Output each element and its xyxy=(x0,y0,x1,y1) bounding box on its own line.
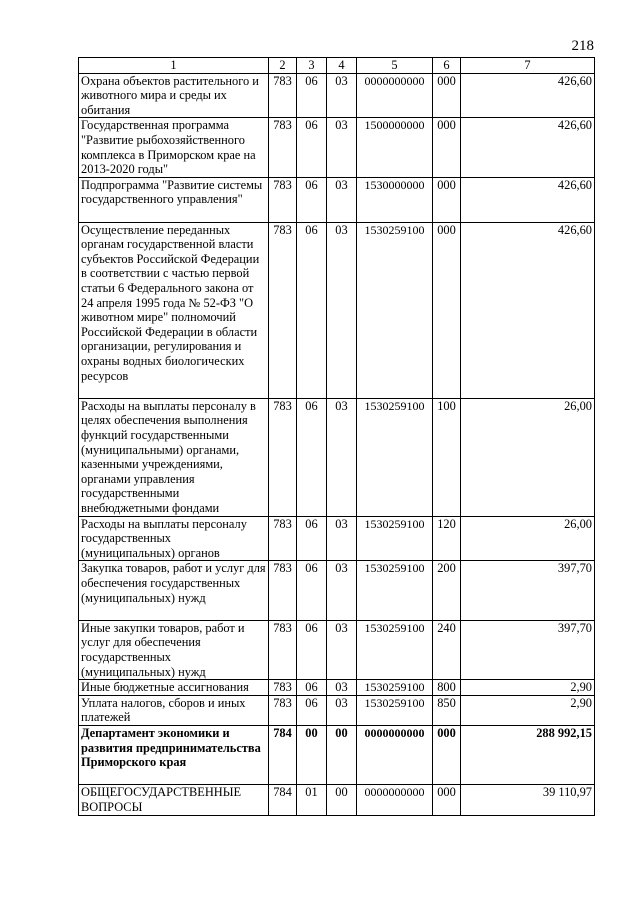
row-subsection-cell: 00 xyxy=(327,785,357,815)
table-row xyxy=(79,177,595,222)
row-amount-cell: 288 992,15 xyxy=(461,725,595,784)
row-expense-type-cell: 100 xyxy=(433,398,461,516)
row-amount-cell: 397,70 xyxy=(461,620,595,679)
table-row xyxy=(79,222,595,398)
row-section-cell: 00 xyxy=(297,725,327,784)
table-row xyxy=(79,695,595,725)
row-section-cell: 01 xyxy=(297,785,327,815)
table-row xyxy=(79,785,595,815)
table-header-row xyxy=(79,58,595,74)
row-name-cell: Осуществление переданных органам государственной власти субъектов Российской Федерации в соответствии с частью первой статьи 6 Федерального закона от 24 апреля 1995 года № 52-ФЗ "О животном мире" полномочий Российской Федерации в области организации, регулирования и охраны водных биологических ресурсов xyxy=(79,222,269,398)
row-section-cell: 06 xyxy=(297,561,327,620)
row-name-cell: Иные закупки товаров, работ и услуг для обеспечения государственных (муниципальных) нужд xyxy=(79,620,269,679)
row-expense-type-cell: 000 xyxy=(433,118,461,177)
header-col-2: 2 xyxy=(269,58,297,74)
row-amount-cell: 2,90 xyxy=(461,680,595,696)
row-subsection-cell: 03 xyxy=(327,118,357,177)
row-section-cell: 06 xyxy=(297,680,327,696)
row-target-article-cell: 0000000000 xyxy=(357,73,433,118)
row-amount-cell: 426,60 xyxy=(461,118,595,177)
row-admin-code-cell: 783 xyxy=(269,516,297,561)
row-amount-cell: 26,00 xyxy=(461,516,595,561)
row-subsection-cell: 03 xyxy=(327,222,357,398)
row-subsection-cell: 03 xyxy=(327,516,357,561)
row-target-article-cell: 1500000000 xyxy=(357,118,433,177)
row-name-cell: Департамент экономики и развития предпринимательства Приморского края xyxy=(79,725,269,784)
row-expense-type-cell: 000 xyxy=(433,725,461,784)
row-expense-type-cell: 120 xyxy=(433,516,461,561)
row-amount-cell: 426,60 xyxy=(461,73,595,118)
row-expense-type-cell: 200 xyxy=(433,561,461,620)
row-target-article-cell: 1530259100 xyxy=(357,680,433,696)
row-subsection-cell: 03 xyxy=(327,695,357,725)
row-target-article-cell: 1530259100 xyxy=(357,561,433,620)
budget-table xyxy=(78,57,595,816)
row-target-article-cell: 1530259100 xyxy=(357,516,433,561)
row-name-cell: Закупка товаров, работ и услуг для обеспечения государственных (муниципальных) нужд xyxy=(79,561,269,620)
row-admin-code-cell: 783 xyxy=(269,118,297,177)
table-row xyxy=(79,516,595,561)
row-amount-cell: 397,70 xyxy=(461,561,595,620)
row-expense-type-cell: 000 xyxy=(433,222,461,398)
row-name-cell: ОБЩЕГОСУДАРСТВЕННЫЕ ВОПРОСЫ xyxy=(79,785,269,815)
row-name-cell: Уплата налогов, сборов и иных платежей xyxy=(79,695,269,725)
row-amount-cell: 39 110,97 xyxy=(461,785,595,815)
row-admin-code-cell: 783 xyxy=(269,398,297,516)
row-target-article-cell: 1530259100 xyxy=(357,222,433,398)
row-expense-type-cell: 000 xyxy=(433,177,461,222)
table-row xyxy=(79,73,595,118)
row-section-cell: 06 xyxy=(297,398,327,516)
table-row xyxy=(79,680,595,696)
row-name-cell: Иные бюджетные ассигнования xyxy=(79,680,269,696)
row-expense-type-cell: 850 xyxy=(433,695,461,725)
row-amount-cell: 26,00 xyxy=(461,398,595,516)
row-name-cell: Расходы на выплаты персоналу в целях обеспечения выполнения функций государственными (муниципальными) органами, казенными учреждениями, органами управления государственными внебюджетными фондами xyxy=(79,398,269,516)
table-row xyxy=(79,620,595,679)
row-section-cell: 06 xyxy=(297,118,327,177)
row-admin-code-cell: 784 xyxy=(269,785,297,815)
row-admin-code-cell: 783 xyxy=(269,222,297,398)
header-col-6: 6 xyxy=(433,58,461,74)
row-target-article-cell: 1530259100 xyxy=(357,695,433,725)
row-admin-code-cell: 783 xyxy=(269,177,297,222)
header-col-1: 1 xyxy=(79,58,269,74)
row-expense-type-cell: 000 xyxy=(433,73,461,118)
row-amount-cell: 426,60 xyxy=(461,177,595,222)
header-col-4: 4 xyxy=(327,58,357,74)
row-expense-type-cell: 000 xyxy=(433,785,461,815)
row-name-cell: Государственная программа "Развитие рыбохозяйственного комплекса в Приморском крае на 2013-2020 годы" xyxy=(79,118,269,177)
row-admin-code-cell: 783 xyxy=(269,620,297,679)
row-amount-cell: 2,90 xyxy=(461,695,595,725)
row-section-cell: 06 xyxy=(297,620,327,679)
table-row xyxy=(79,398,595,516)
row-admin-code-cell: 783 xyxy=(269,695,297,725)
table-body xyxy=(79,73,595,815)
row-expense-type-cell: 240 xyxy=(433,620,461,679)
row-subsection-cell: 03 xyxy=(327,177,357,222)
row-target-article-cell: 1530259100 xyxy=(357,398,433,516)
row-subsection-cell: 03 xyxy=(327,561,357,620)
row-target-article-cell: 1530000000 xyxy=(357,177,433,222)
row-subsection-cell: 03 xyxy=(327,73,357,118)
row-name-cell: Подпрограмма "Развитие системы государственного управления" xyxy=(79,177,269,222)
row-admin-code-cell: 783 xyxy=(269,561,297,620)
row-amount-cell: 426,60 xyxy=(461,222,595,398)
row-target-article-cell: 0000000000 xyxy=(357,725,433,784)
row-section-cell: 06 xyxy=(297,177,327,222)
row-expense-type-cell: 800 xyxy=(433,680,461,696)
row-admin-code-cell: 783 xyxy=(269,680,297,696)
row-target-article-cell: 0000000000 xyxy=(357,785,433,815)
row-subsection-cell: 03 xyxy=(327,398,357,516)
row-subsection-cell: 03 xyxy=(327,680,357,696)
row-admin-code-cell: 784 xyxy=(269,725,297,784)
row-subsection-cell: 00 xyxy=(327,725,357,784)
row-target-article-cell: 1530259100 xyxy=(357,620,433,679)
table-row xyxy=(79,561,595,620)
page-number: 218 xyxy=(571,38,594,54)
row-section-cell: 06 xyxy=(297,695,327,725)
header-col-3: 3 xyxy=(297,58,327,74)
table-row xyxy=(79,118,595,177)
header-col-7: 7 xyxy=(461,58,595,74)
row-section-cell: 06 xyxy=(297,73,327,118)
header-col-5: 5 xyxy=(357,58,433,74)
row-section-cell: 06 xyxy=(297,222,327,398)
row-subsection-cell: 03 xyxy=(327,620,357,679)
row-admin-code-cell: 783 xyxy=(269,73,297,118)
row-name-cell: Охрана объектов растительного и животного мира и среды их обитания xyxy=(79,73,269,118)
row-section-cell: 06 xyxy=(297,516,327,561)
table-row xyxy=(79,725,595,784)
row-name-cell: Расходы на выплаты персоналу государственных (муниципальных) органов xyxy=(79,516,269,561)
